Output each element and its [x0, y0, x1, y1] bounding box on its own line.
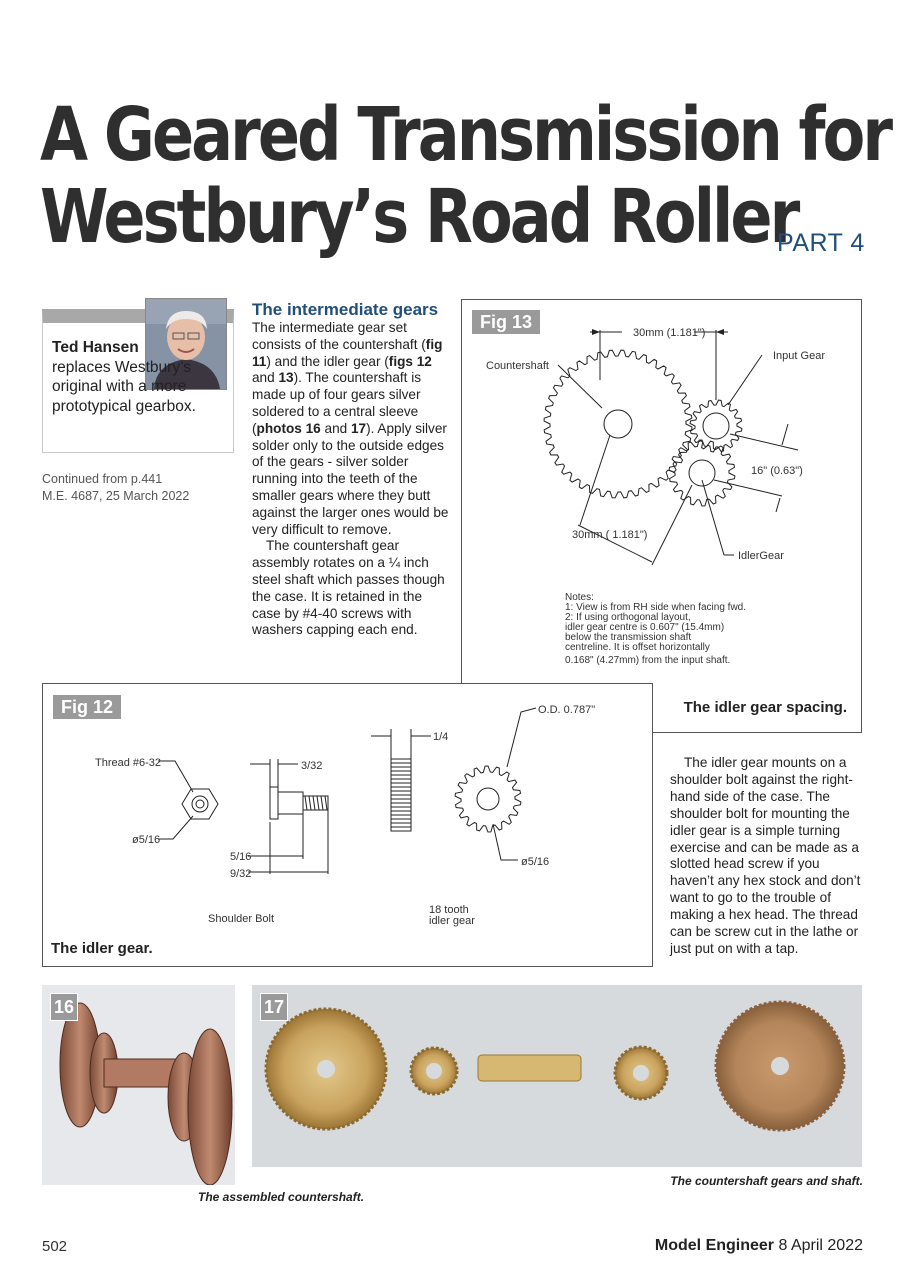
page-number: 502: [42, 1238, 68, 1255]
photo-16: [42, 985, 235, 1185]
continued-note: [42, 471, 189, 505]
fig13-box: [461, 299, 862, 733]
thread-line: [321, 796, 323, 810]
paragraph-1: The intermediate gear set consists of the countershaft (fig 11) and the idler gear (figs 12 and 13). The countershaft is made up of four gears silver soldered to a central sleeve (photos 16 and 17). Apply silver solder only to the outside edges of the gears - silver solder running into the teeth of the smaller gears where they butt against the larger ones would be very difficult to remove.: [252, 320, 449, 537]
fig12-dim-9-32: 9/32: [230, 868, 252, 880]
continued-line-1: Continued from p.441: [42, 472, 163, 486]
g-idler-outline: [669, 440, 735, 506]
fig13-countershaft-label: Countershaft: [486, 360, 549, 372]
fig12-diagram: [43, 684, 652, 934]
author-credit: [52, 338, 222, 416]
author-blurb: replaces Westbury’s original with a more prototypical gearbox.: [52, 358, 196, 415]
paragraph-3: The idler gear mounts on a shoulder bolt against the right-hand side of the case. The shoulder bolt for mounting the idler gear is a simple turning exercise and can be made as a slotted head screw if you haven’t any hex stock and don’t want to go to the trouble of making a hex head. The thread can be screw cut in the lathe or just put on with a tap.: [670, 755, 861, 956]
svg-text:below the transmission shaft: below the transmission shaft: [565, 632, 692, 643]
fig12-dim-1-4: 1/4: [433, 731, 449, 743]
fig13-dim-bottom: 30mm ( 1.181"): [572, 529, 648, 541]
svg-text:idler gear centre is 0.607" (1: idler gear centre is 0.607" (15.4mm): [565, 622, 725, 633]
photo-17-number: 17: [260, 993, 288, 1021]
svg-text:2: If using orthogonal layout,: 2: If using orthogonal layout,: [565, 612, 691, 623]
article-title-line2: [40, 174, 905, 260]
thread-line: [309, 796, 311, 810]
fig13-input-gear-label: Input Gear: [773, 350, 825, 362]
section-heading: The intermediate gears: [252, 300, 439, 319]
fig12-dia-left: ø5/16: [132, 834, 161, 846]
part-label: PART 4: [777, 229, 865, 257]
fig13-notes: [565, 592, 746, 666]
thread-line: [317, 796, 319, 810]
svg-text:centreline. It is offset horiz: centreline. It is offset horizontally: [565, 642, 710, 653]
author-name: Ted Hansen: [52, 339, 139, 356]
fig12-dia-right: ø5/16: [521, 856, 550, 868]
paragraph-2: The countershaft gear assembly rotates on a ¼ inch steel shaft which passes though the case. It is retained in the case by #4-40 screws with washers capping each end.: [252, 538, 445, 638]
title-line-2: Westbury’s Road Roller: [40, 174, 798, 260]
svg-text:0.168" (4.27mm) from the input: 0.168" (4.27mm) from the input shaft.: [565, 655, 731, 666]
article-column: [252, 300, 452, 639]
continued-line-2: M.E. 4687, 25 March 2022: [42, 489, 190, 503]
thread-line: [313, 796, 315, 810]
g-idler12-outline: [455, 766, 521, 832]
fig12-dim-3-32: 3/32: [301, 760, 323, 772]
fig12-tag: Fig 12: [53, 695, 121, 719]
fig13-dim-top: 30mm (1.181"): [633, 327, 706, 339]
title-line-1: A Geared Transmission for: [40, 92, 891, 178]
fig13-dim-right: 16" (0.63"): [751, 465, 803, 477]
fig13-diagram: [462, 300, 861, 680]
fig12-dim-5-16: 5/16: [230, 851, 252, 863]
photo-17-caption: The countershaft gears and shaft.: [670, 1174, 863, 1188]
fig12-idler-label-2: idler gear: [429, 915, 475, 927]
fig13-caption: The idler gear spacing.: [683, 699, 847, 716]
g-big-outline: [544, 350, 692, 498]
photo-16-caption: The assembled countershaft.: [198, 1190, 365, 1204]
thread-line: [305, 796, 307, 810]
thread-line: [325, 796, 327, 810]
fig13-tag: Fig 13: [472, 310, 540, 334]
fig12-caption: The idler gear.: [51, 940, 153, 957]
magazine-name: Model Engineer: [654, 1237, 775, 1254]
footer-publication: [655, 1237, 863, 1255]
fig13-idler-gear-label: IdlerGear: [738, 550, 784, 562]
article-title: [40, 92, 905, 178]
fig12-shoulder-bolt-label: Shoulder Bolt: [208, 913, 275, 925]
svg-text:Notes:: Notes:: [565, 592, 594, 603]
article-right-column: [670, 755, 865, 958]
fig12-idler-label-1: 18 tooth: [429, 904, 469, 916]
fig12-box: [42, 683, 653, 967]
issue-date: 8 April 2022: [778, 1237, 863, 1254]
photo-16-number: 16: [50, 993, 78, 1021]
svg-text:1: View is from RH side when f: 1: View is from RH side when facing fwd.: [565, 602, 747, 613]
fig12-od-label: O.D. 0.787": [538, 704, 596, 716]
fig12-thread-label: Thread #6-32: [95, 757, 162, 769]
photo-17: [252, 985, 862, 1167]
